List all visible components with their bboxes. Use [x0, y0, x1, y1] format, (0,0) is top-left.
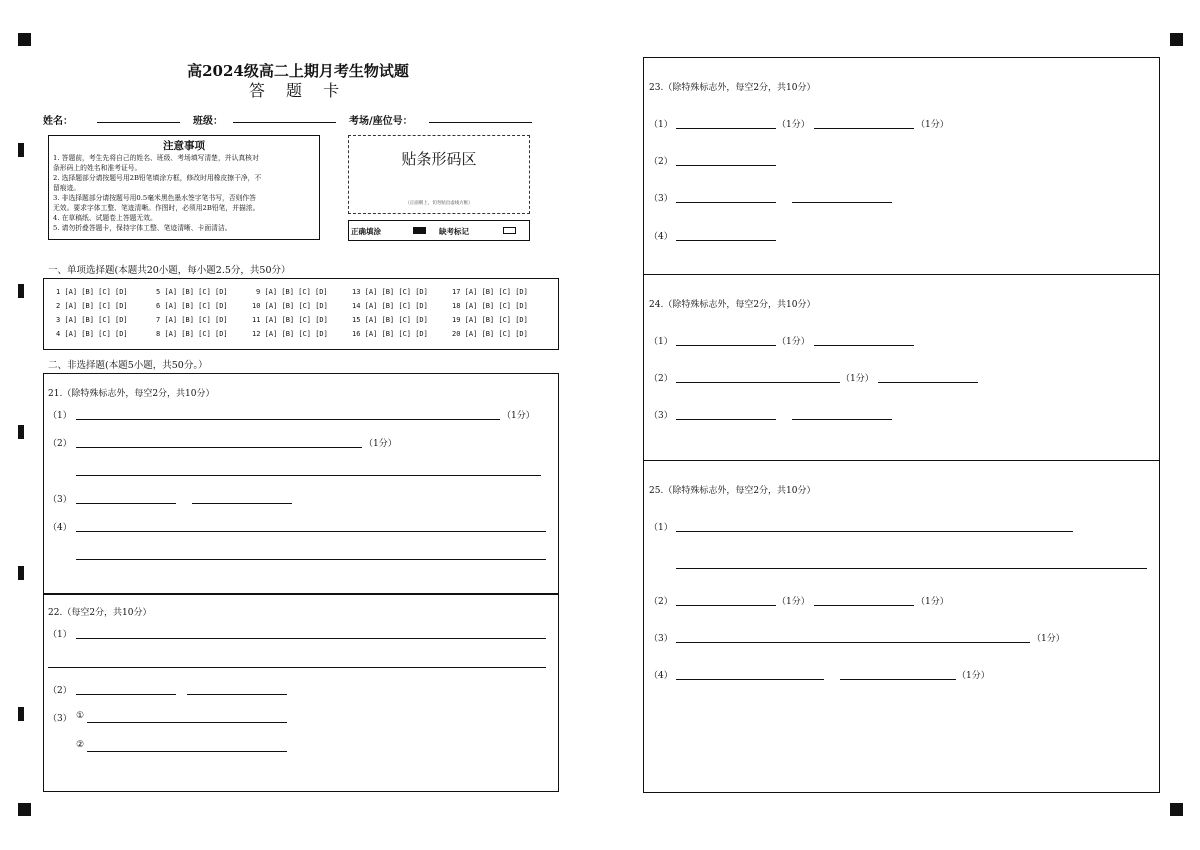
q21-answer-line[interactable]	[76, 503, 176, 504]
timing-mark	[18, 284, 24, 298]
q21-answer-line[interactable]	[192, 503, 292, 504]
q23-answer-line[interactable]	[792, 202, 892, 203]
fill-legend	[348, 220, 530, 241]
q25-score: （1分）	[1032, 634, 1065, 644]
correct-fill-sample	[413, 227, 426, 234]
q21-score-1: （1分）	[502, 411, 535, 421]
mc-item[interactable]: 2 [A] [B] [C] [D]	[56, 302, 128, 310]
mc-item[interactable]: 8 [A] [B] [C] [D]	[156, 330, 228, 338]
notice-item: 留痕迹。	[53, 184, 81, 192]
notice-item: 5. 请勿折叠答题卡，保持字体工整、笔迹清晰、卡面清洁。	[53, 224, 232, 232]
question-24-box	[643, 274, 1160, 461]
notice-box	[48, 135, 320, 240]
q22-circle-2: ②	[76, 740, 85, 750]
q24-answer-line[interactable]	[676, 419, 776, 420]
q23-score: （1分）	[916, 120, 949, 130]
q24-answer-line[interactable]	[676, 382, 840, 383]
timing-mark	[18, 707, 24, 721]
section-2-title: 二、非选择题(本题5小题，共50分。）	[48, 360, 208, 371]
mc-item[interactable]: 1 [A] [B] [C] [D]	[56, 288, 128, 296]
q22-answer-line[interactable]	[76, 694, 176, 695]
mc-item[interactable]: 13 [A] [B] [C] [D]	[352, 288, 428, 296]
q23-part-1: （1）	[649, 120, 673, 130]
notice-item: 无效。要求字体工整、笔迹清晰。作图时，必须用2B铅笔，并描浓。	[53, 204, 260, 212]
room-seat-label: 考场/座位号：	[349, 116, 413, 127]
q25-part-2: （2）	[649, 597, 673, 607]
q22-answer-line[interactable]	[87, 722, 287, 723]
q25-score: （1分）	[957, 671, 990, 681]
q23-answer-line[interactable]	[676, 128, 776, 129]
q25-answer-line[interactable]	[676, 642, 1030, 643]
corner-mark-bottom-left	[18, 803, 31, 816]
q22-part-2: （2）	[48, 686, 72, 696]
q24-answer-line[interactable]	[676, 345, 776, 346]
mc-item[interactable]: 10 [A] [B] [C] [D]	[252, 302, 328, 310]
q21-answer-line[interactable]	[76, 447, 362, 448]
q25-answer-line[interactable]	[676, 605, 776, 606]
q25-part-3: （3）	[649, 634, 673, 644]
section-1-title: 一、单项选择题(本题共20小题，每小题2.5分，共50分）	[48, 265, 291, 276]
q25-answer-line[interactable]	[840, 679, 956, 680]
question-23-box	[643, 57, 1160, 275]
timing-mark	[18, 143, 24, 157]
q21-part-4: （4）	[48, 523, 72, 533]
q24-answer-line[interactable]	[792, 419, 892, 420]
q24-part-2: （2）	[649, 374, 673, 384]
q22-part-3: （3）	[48, 714, 72, 724]
corner-mark-bottom-right	[1170, 803, 1183, 816]
corner-mark-top-right	[1170, 33, 1183, 46]
q23-answer-line[interactable]	[676, 165, 776, 166]
q25-score: （1分）	[777, 597, 810, 607]
notice-item: 条形码上的姓名和准考证号。	[53, 164, 142, 172]
q22-circle-1: ①	[76, 711, 85, 721]
q21-answer-line[interactable]	[76, 531, 546, 532]
timing-mark	[18, 425, 24, 439]
q25-answer-line[interactable]	[814, 605, 914, 606]
q24-score: （1分）	[841, 374, 874, 384]
q23-part-3: （3）	[649, 194, 673, 204]
q21-answer-line[interactable]	[76, 475, 541, 476]
mc-item[interactable]: 14 [A] [B] [C] [D]	[352, 302, 428, 310]
question-24-title: 24.（除特殊标志外，每空2分，共10分）	[649, 300, 816, 310]
question-21-box	[43, 373, 559, 594]
question-21-title: 21.（除特殊标志外，每空2分，共10分）	[48, 389, 215, 399]
q25-part-4: （4）	[649, 671, 673, 681]
absent-mark-box[interactable]	[503, 227, 516, 234]
q23-part-2: （2）	[649, 157, 673, 167]
corner-mark-top-left	[18, 33, 31, 46]
name-label: 姓名：	[43, 116, 73, 127]
correct-fill-label: 正确填涂	[351, 227, 381, 236]
q21-part-1: （1）	[48, 411, 72, 421]
mc-item[interactable]: 6 [A] [B] [C] [D]	[156, 302, 228, 310]
q23-answer-line[interactable]	[676, 240, 776, 241]
q22-answer-line[interactable]	[48, 667, 546, 668]
q23-answer-line[interactable]	[814, 128, 914, 129]
barcode-hint: （正面朝上，切勿贴出虚线方框）	[405, 201, 473, 206]
q22-part-1: （1）	[48, 630, 72, 640]
q22-answer-line[interactable]	[187, 694, 287, 695]
q24-answer-line[interactable]	[814, 345, 914, 346]
question-25-box	[643, 460, 1160, 793]
class-label: 班级：	[193, 116, 223, 127]
mc-item[interactable]: 19 [A] [B] [C] [D]	[452, 316, 528, 324]
mc-item[interactable]: 12 [A] [B] [C] [D]	[252, 330, 328, 338]
q25-answer-line[interactable]	[676, 531, 1073, 532]
mc-item[interactable]: 16 [A] [B] [C] [D]	[352, 330, 428, 338]
q21-part-3: （3）	[48, 495, 72, 505]
q23-answer-line[interactable]	[676, 202, 776, 203]
question-23-title: 23.（除特殊标志外，每空2分，共10分）	[649, 83, 816, 93]
class-field[interactable]	[233, 122, 336, 123]
room-seat-field[interactable]	[429, 122, 532, 123]
notice-item: 3. 非选择题部分请按题号用0.5毫米黑色墨水签字笔书写，否则作答	[53, 194, 256, 202]
q21-part-2: （2）	[48, 439, 72, 449]
q24-part-3: （3）	[649, 411, 673, 421]
q24-answer-line[interactable]	[878, 382, 978, 383]
mc-item[interactable]: 15 [A] [B] [C] [D]	[352, 316, 428, 324]
q25-answer-line[interactable]	[676, 568, 1147, 569]
barcode-area	[348, 135, 530, 214]
page-subtitle: 答 题 卡	[248, 81, 348, 100]
q22-answer-line[interactable]	[87, 751, 287, 752]
page-title: 高2024级高二上期月考生物试题	[187, 62, 409, 80]
q22-answer-line[interactable]	[76, 638, 546, 639]
mc-item[interactable]: 9 [A] [B] [C] [D]	[256, 288, 328, 296]
name-field[interactable]	[97, 122, 180, 123]
question-25-title: 25.（除特殊标志外，每空2分，共10分）	[649, 486, 816, 496]
mc-answer-grid	[43, 278, 559, 350]
notice-item: 4. 在草稿纸、试题卷上答题无效。	[53, 214, 157, 222]
timing-mark	[18, 566, 24, 580]
q25-answer-line[interactable]	[676, 679, 824, 680]
mc-item[interactable]: 11 [A] [B] [C] [D]	[252, 316, 328, 324]
q21-answer-line[interactable]	[76, 559, 546, 560]
q23-part-4: （4）	[649, 232, 673, 242]
notice-title: 注意事项	[163, 140, 205, 152]
mc-item[interactable]: 4 [A] [B] [C] [D]	[56, 330, 128, 338]
mc-item[interactable]: 5 [A] [B] [C] [D]	[156, 288, 228, 296]
absent-mark-label: 缺考标记	[439, 227, 469, 236]
question-22-title: 22.（每空2分，共10分）	[48, 608, 152, 618]
mc-item[interactable]: 3 [A] [B] [C] [D]	[56, 316, 128, 324]
q24-part-1: （1）	[649, 337, 673, 347]
question-22-box	[43, 594, 559, 792]
barcode-label: 贴条形码区	[401, 150, 477, 168]
mc-item[interactable]: 17 [A] [B] [C] [D]	[452, 288, 528, 296]
q24-score: （1分）	[777, 337, 810, 347]
q23-score: （1分）	[777, 120, 810, 130]
mc-item[interactable]: 18 [A] [B] [C] [D]	[452, 302, 528, 310]
mc-item[interactable]: 7 [A] [B] [C] [D]	[156, 316, 228, 324]
q21-answer-line[interactable]	[76, 419, 500, 420]
notice-item: 1. 答题前，考生先将自己的姓名、班级、考场填写清楚，并认真核对	[53, 154, 259, 162]
mc-item[interactable]: 20 [A] [B] [C] [D]	[452, 330, 528, 338]
q25-score: （1分）	[916, 597, 949, 607]
q21-score-2: （1分）	[364, 439, 397, 449]
notice-item: 2. 选择题部分请按题号用2B铅笔填涂方框，修改时用橡皮擦干净，不	[53, 174, 262, 182]
q25-part-1: （1）	[649, 523, 673, 533]
